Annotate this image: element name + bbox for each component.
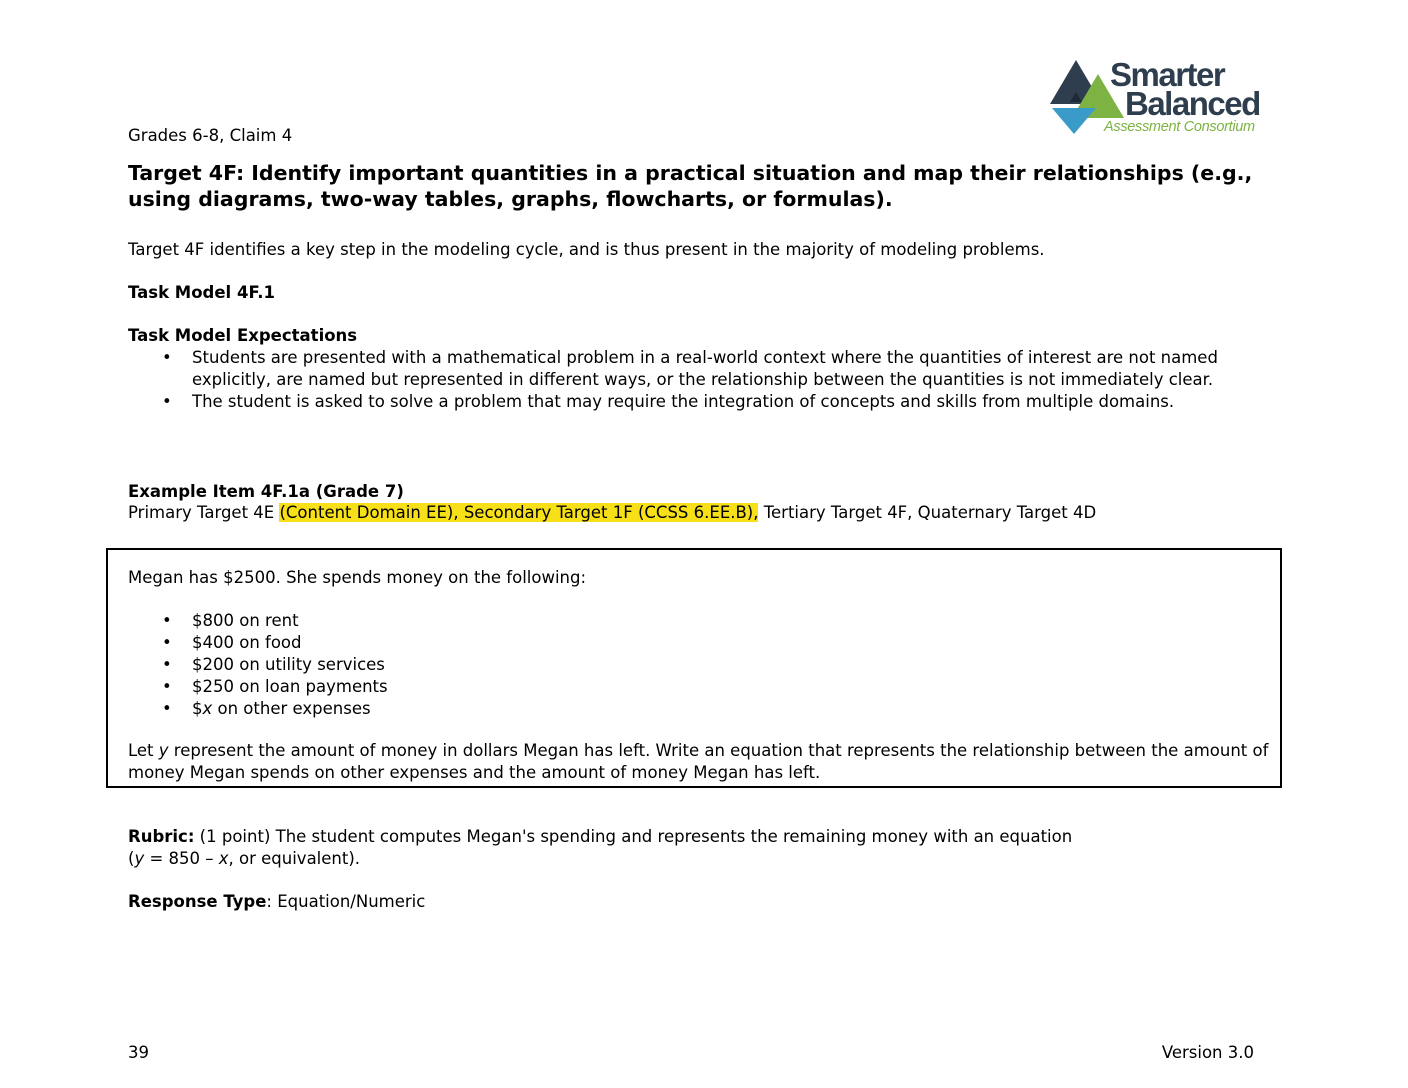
list-item: [128, 391, 1258, 413]
bullet-icon: •: [162, 611, 172, 630]
expenses-list: [128, 610, 388, 720]
bullet-icon: •: [162, 699, 172, 718]
expectation-text: The student is asked to solve a problem that may require the integration of concepts and skills from multiple domains.: [192, 392, 1175, 411]
item-question: [128, 740, 1278, 784]
smarter-balanced-logo: [1048, 56, 1288, 140]
expense-text: $800 on rent: [192, 611, 299, 630]
expense-text: $200 on utility services: [192, 655, 385, 674]
question-rest: represent the amount of money in dollars Megan has left. Write an equation that represents the relationship between the amount of money Megan spends on other expenses and the amount of money Megan has left.: [128, 741, 1269, 782]
list-item: [128, 347, 1258, 391]
list-item: [128, 610, 388, 632]
expense-dollar: $: [192, 699, 203, 718]
question-start: Let: [128, 741, 159, 760]
rubric-variable-x: x: [218, 849, 229, 868]
bullet-icon: •: [162, 655, 172, 674]
list-item: [128, 698, 388, 720]
rubric-text: (1 point) The student computes Megan's spending and represents the remaining money with an equation: [194, 827, 1073, 846]
bullet-icon: •: [162, 677, 172, 696]
targets-primary: Primary Target 4E: [128, 503, 280, 522]
target-title: Target 4F: Identify important quantities in a practical situation and map their relationships (e.g., using diagrams, two-way tables, graphs, flowcharts, or formulas).: [128, 161, 1253, 211]
eq-mid: = 850 –: [144, 849, 219, 868]
eq-close: , or equivalent).: [228, 849, 361, 868]
item-intro: Megan has $2500. She spends money on the following:: [128, 568, 587, 587]
bullet-icon: •: [162, 633, 172, 652]
list-item: [128, 676, 388, 698]
task-model-heading: Task Model 4F.1: [128, 283, 276, 302]
expectation-text: Students are presented with a mathematical problem in a real-world context where the quantities of interest are not named explicitly, are named but represented in different ways, or the relationship between the quantities is not immediately clear.: [192, 348, 1218, 389]
expense-text: $400 on food: [192, 633, 302, 652]
response-type: [128, 891, 425, 913]
targets-rest: Tertiary Target 4F, Quaternary Target 4D: [758, 503, 1097, 522]
expectations-heading: Task Model Expectations: [128, 326, 358, 345]
logo-text-smarter: Smarter: [1110, 56, 1225, 93]
rubric: [128, 826, 1258, 870]
variable-y: y: [158, 741, 169, 760]
response-type-label: Response Type: [128, 892, 267, 911]
rubric-label: Rubric:: [128, 827, 195, 846]
version-label: Version 3.0: [1161, 1043, 1254, 1062]
list-item: [128, 654, 388, 676]
eq-open: (: [128, 849, 135, 868]
response-type-value: : Equation/Numeric: [266, 892, 426, 911]
example-targets: [128, 502, 1096, 524]
example-item-heading: Example Item 4F.1a (Grade 7): [128, 482, 404, 501]
target-intro: Target 4F identifies a key step in the modeling cycle, and is thus present in the majority of modeling problems.: [128, 240, 1045, 259]
logo-text-consortium: Assessment Consortium: [1104, 119, 1255, 135]
bullet-icon: •: [162, 392, 172, 411]
rubric-variable-y: y: [134, 849, 145, 868]
expectations-list: [128, 347, 1258, 413]
expense-text: [192, 699, 371, 718]
expense-rest: on other expenses: [212, 699, 371, 718]
list-item: [128, 632, 388, 654]
targets-highlighted: (Content Domain EE), Secondary Target 1F (CCSS 6.EE.B),: [279, 503, 759, 522]
page-number: 39: [128, 1043, 149, 1062]
grade-claim-header: Grades 6-8, Claim 4: [128, 126, 293, 145]
expense-text: $250 on loan payments: [192, 677, 388, 696]
bullet-icon: •: [162, 348, 172, 367]
logo-text-balanced: Balanced: [1125, 85, 1260, 122]
variable-x: x: [202, 699, 213, 718]
